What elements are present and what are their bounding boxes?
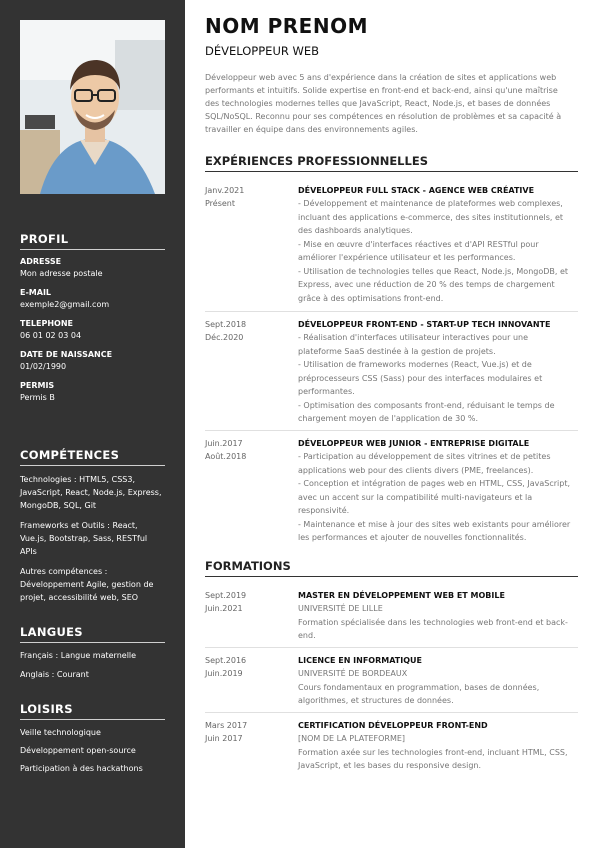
- competence-item: [20, 473, 165, 512]
- loisirs-section: [20, 702, 165, 781]
- profile-photo-illustration: [20, 20, 165, 194]
- entry-line: améliorer l'expérience utilisateur et les performances.: [298, 253, 516, 262]
- date-start: Sept.2019: [205, 591, 247, 600]
- entry-body: [298, 654, 578, 708]
- summary-line: Développeur web avec 5 ans d'expérience dans la création de sites et applications web: [205, 73, 557, 82]
- experiences-title: EXPÉRIENCES PROFESSIONNELLES: [205, 154, 578, 172]
- entry-divider: [205, 430, 578, 431]
- entry-dates: [205, 719, 290, 745]
- entry-title: LICENCE EN INFORMATIQUE: [298, 656, 422, 665]
- entry-body: [298, 184, 578, 305]
- entry-title: DÉVELOPPEUR FULL STACK - AGENCE WEB CRÉATIVE: [298, 186, 535, 195]
- langues-title: LANGUES: [20, 625, 165, 643]
- date-start: Sept.2016: [205, 656, 247, 665]
- loisirs-title: LOISIRS: [20, 702, 165, 720]
- entry-line: plateforme SaaS destinée à la gestion de projets.: [298, 346, 496, 356]
- entry-line: les performances et ajouter de nouvelles fonctionnalités.: [298, 533, 527, 542]
- entry-line: - Développement et maintenance de plateformes web complexes,: [298, 199, 563, 208]
- entry-dates: [205, 437, 290, 463]
- competence-line: Technologies : HTML5, CSS3,: [20, 475, 135, 484]
- competence-line: MongoDB, SQL, Git: [20, 501, 97, 510]
- summary-line: des technologies modernes telles que JavaScript, React, Node.js, et bases de données: [205, 99, 551, 108]
- entry-line: - Mise en œuvre d'interfaces réactives et d'API RESTful pour: [298, 239, 539, 249]
- entry-body: [298, 318, 578, 426]
- profile-photo: [20, 20, 165, 194]
- date-end: Déc.2020: [205, 333, 244, 342]
- entry-line: incluant des applications e-commerce, des sites institutionnels, et: [298, 212, 564, 222]
- date-start: Sept.2018: [205, 320, 247, 329]
- entry-dates: [205, 589, 290, 615]
- entry-line: Formation spécialisée dans les technologies web front-end et back-: [298, 617, 568, 627]
- competence-line: APIs: [20, 547, 37, 556]
- entry-school: [NOM DE LA PLATEFORME]: [298, 734, 406, 743]
- competence-line: projet, accessibilité web, SEO: [20, 593, 139, 602]
- loisir-item: Veille technologique: [20, 728, 101, 737]
- entry-line: des dashboards analytiques.: [298, 226, 413, 235]
- entry-body: [298, 437, 578, 545]
- competence-item: [20, 565, 165, 604]
- loisir-item: Participation à des hackathons: [20, 764, 143, 773]
- langues-section: [20, 625, 165, 687]
- field-label: TELEPHONE: [20, 319, 74, 328]
- competence-item: [20, 519, 165, 558]
- entry-divider: [205, 311, 578, 312]
- competences-section: [20, 448, 165, 611]
- competence-line: Frameworks et Outils : React,: [20, 521, 138, 530]
- entry-title: DÉVELOPPEUR FRONT-END - START-UP TECH INNOVANTE: [298, 320, 551, 329]
- entry-line: JavaScript, et les bases du responsive design.: [298, 761, 482, 770]
- candidate-name: NOM PRENOM: [205, 14, 368, 38]
- license-value: Permis B: [20, 393, 55, 402]
- formations-title: FORMATIONS: [205, 559, 578, 577]
- entry-line: - Utilisation de frameworks modernes (React, Vue.js) et de: [298, 360, 532, 369]
- field-label: DATE DE NAISSANCE: [20, 350, 113, 359]
- field-label: PERMIS: [20, 381, 55, 390]
- competence-line: Autres compétences :: [20, 567, 108, 576]
- summary-line: performants et intuitifs. Solide expertise en front-end et back-end, ainsi qu'une maîtrise: [205, 86, 558, 95]
- date-start: Janv.2021: [205, 186, 245, 195]
- summary-line: SQL/NoSQL. Reconnu pour ses compétences en résolution de problèmes et sa capacité à: [205, 112, 562, 121]
- entry-title: MASTER EN DÉVELOPPEMENT WEB ET MOBILE: [298, 591, 505, 600]
- email-value: exemple2@gmail.com: [20, 300, 110, 309]
- entry-line: Express, avec une réduction de 20 % des temps de chargement: [298, 280, 555, 289]
- field-label: ADRESSE: [20, 257, 62, 266]
- competence-line: Vue.js, Bootstrap, Sass, RESTful: [20, 534, 148, 543]
- entry-school: UNIVERSITÉ DE BORDEAUX: [298, 669, 408, 678]
- entry-line: - Maintenance et mise à jour des sites web existants pour améliorer: [298, 519, 571, 529]
- date-start: Juin.2017: [205, 439, 243, 448]
- entry-line: avec un accent sur la compatibilité multi-navigateurs et la: [298, 492, 533, 502]
- sidebar: [0, 0, 185, 848]
- date-end: Juin 2017: [205, 734, 243, 743]
- date-start: Mars 2017: [205, 721, 248, 730]
- entry-line: - Participation au développement de sites vitrines et de petites: [298, 452, 551, 461]
- address-value: Mon adresse postale: [20, 269, 103, 278]
- entry-line: Formation axée sur les technologies front-end, incluant HTML, CSS,: [298, 747, 568, 757]
- entry-line: - Réalisation d'interfaces utilisateur interactives pour une: [298, 333, 529, 342]
- candidate-role: DÉVELOPPEUR WEB: [205, 44, 320, 58]
- entry-body: [298, 719, 578, 773]
- entry-line: - Conception et intégration de pages web en HTML, CSS, JavaScript,: [298, 479, 571, 488]
- entry-dates: [205, 654, 290, 680]
- entry-divider: [205, 712, 578, 713]
- entry-line: end.: [298, 631, 316, 640]
- entry-dates: [205, 318, 290, 344]
- entry-line: performantes.: [298, 387, 355, 396]
- entry-line: - Utilisation de technologies telles que React, Node.js, MongoDB, et: [298, 266, 569, 276]
- date-end: Juin.2021: [205, 604, 243, 613]
- competences-title: COMPÉTENCES: [20, 448, 165, 466]
- phone-value: 06 01 02 03 04: [20, 331, 82, 340]
- profile-summary: [205, 71, 573, 136]
- entry-dates: [205, 184, 290, 210]
- entry-line: - Optimisation des composants front-end, réduisant le temps de: [298, 400, 555, 410]
- entry-title: DÉVELOPPEUR WEB JUNIOR - ENTREPRISE DIGITALE: [298, 439, 530, 448]
- date-end: Août.2018: [205, 452, 247, 461]
- profil-title: PROFIL: [20, 232, 165, 250]
- entry-title: CERTIFICATION DÉVELOPPEUR FRONT-END: [298, 721, 488, 730]
- entry-school: UNIVERSITÉ DE LILLE: [298, 604, 383, 613]
- competence-line: JavaScript, React, Node.js, Express,: [20, 488, 162, 497]
- date-end: Présent: [205, 199, 236, 208]
- entry-line: Cours fondamentaux en programmation, bases de données,: [298, 682, 540, 692]
- competence-line: Développement Agile, gestion de: [20, 580, 154, 589]
- entry-body: [298, 589, 578, 643]
- summary-line: travailler en équipe dans des environnements agiles.: [205, 125, 418, 134]
- birthdate-value: 01/02/1990: [20, 362, 67, 371]
- field-label: E-MAIL: [20, 288, 52, 297]
- langue-item: Français : Langue maternelle: [20, 651, 137, 660]
- entry-divider: [205, 647, 578, 648]
- entry-line: applications web pour des clients divers (PME, freelances).: [298, 465, 534, 475]
- entry-line: grâce à des optimisations front-end.: [298, 293, 444, 303]
- langue-item: Anglais : Courant: [20, 670, 89, 679]
- entry-line: chargement moyen de l'application de 30 %.: [298, 414, 478, 423]
- entry-line: responsivité.: [298, 506, 350, 515]
- loisir-item: Développement open-source: [20, 746, 136, 755]
- entry-line: préprocesseurs CSS (Sass) pour des interfaces modulaires et: [298, 373, 543, 383]
- profil-section: [20, 232, 165, 412]
- entry-line: algorithmes, et structures de données.: [298, 696, 454, 705]
- date-end: Juin.2019: [205, 669, 243, 678]
